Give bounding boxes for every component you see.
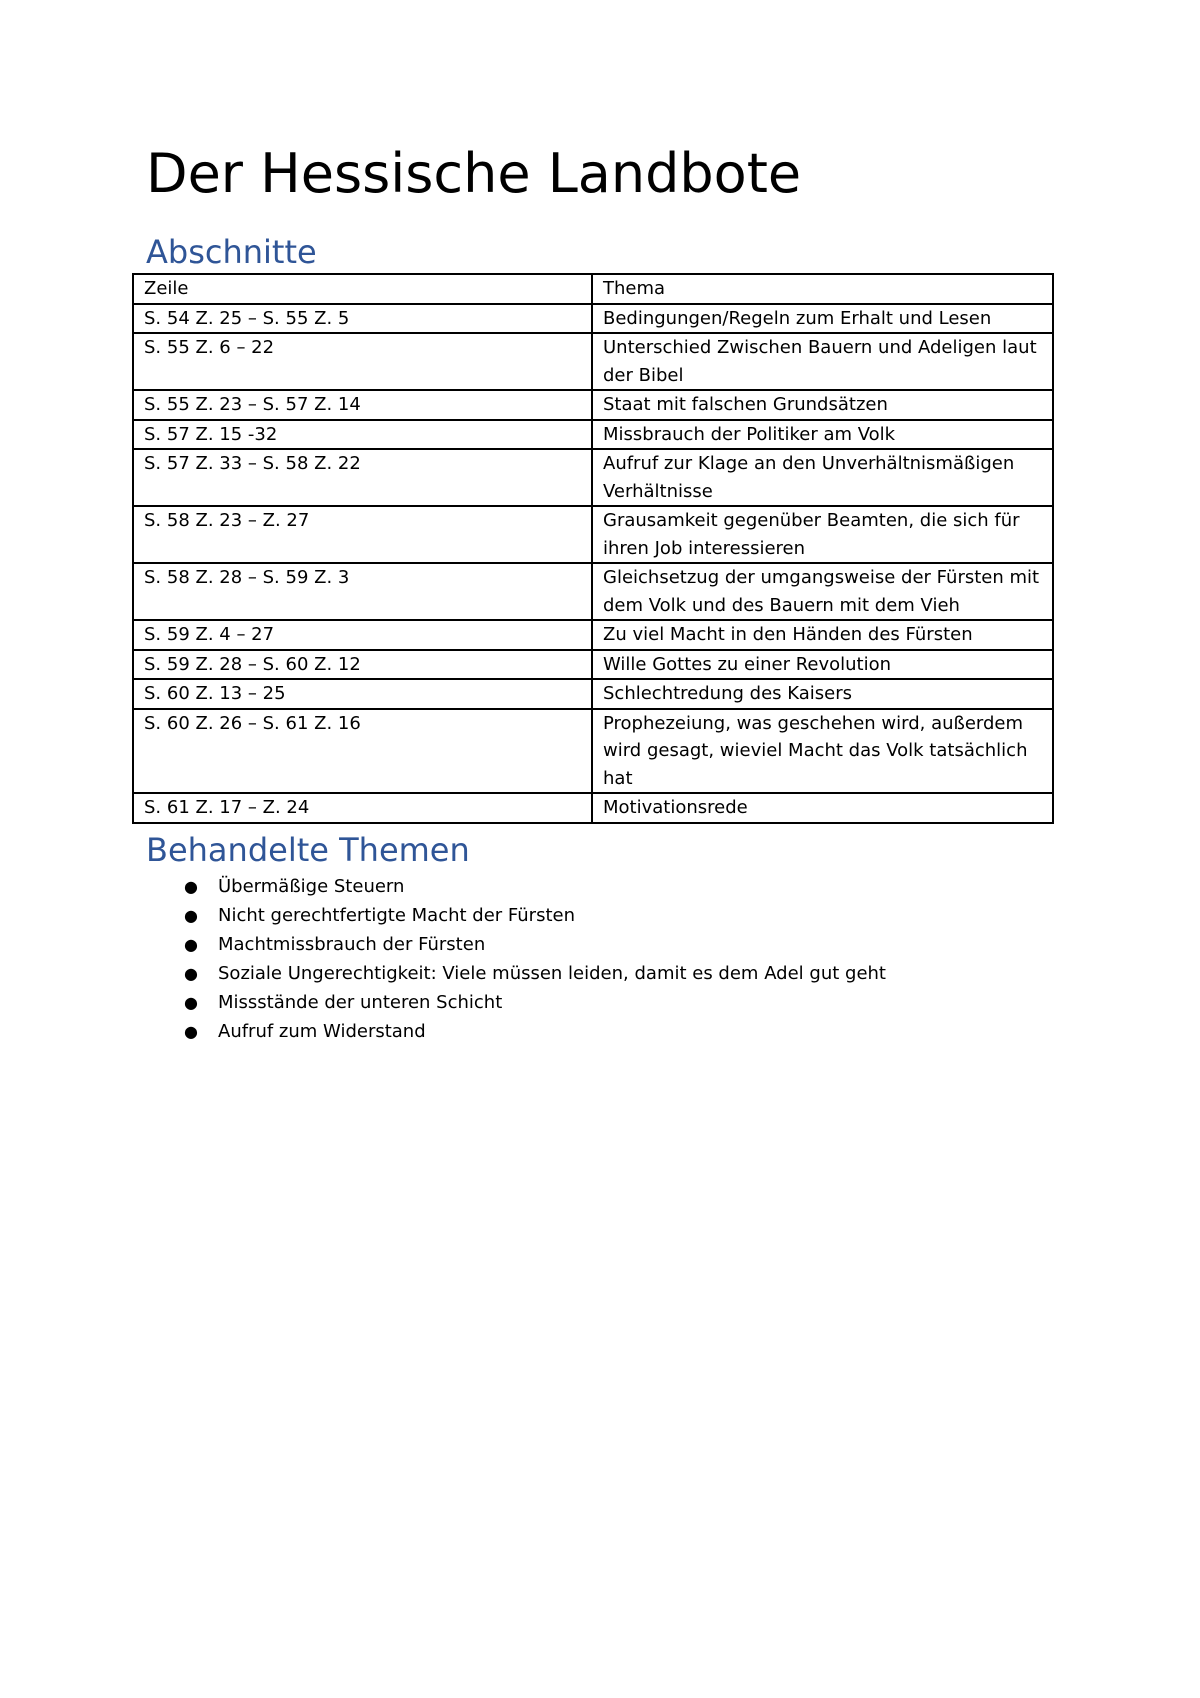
list-item-text: Übermäßige Steuern [218, 876, 405, 897]
list-item [184, 959, 886, 988]
list-item-text: Nicht gerechtfertigte Macht der Fürsten [218, 905, 576, 926]
topic-cell: Prophezeiung, was geschehen wird, außerdem wird gesagt, wieviel Macht das Volk tatsächlich hat [592, 709, 1053, 794]
topic-cell: Bedingungen/Regeln zum Erhalt und Lesen [592, 304, 1053, 334]
list-item-text: Aufruf zum Widerstand [218, 1021, 426, 1042]
list-item-text: Machtmissbrauch der Fürsten [218, 934, 486, 955]
line-reference-cell: S. 57 Z. 15 -32 [133, 420, 592, 450]
sections-heading: Abschnitte [146, 233, 317, 271]
bullet-icon: ● [184, 935, 198, 954]
topic-cell: Missbrauch der Politiker am Volk [592, 420, 1053, 450]
topic-cell: Zu viel Macht in den Händen des Fürsten [592, 620, 1053, 650]
line-reference-cell: S. 60 Z. 13 – 25 [133, 679, 592, 709]
table-row [133, 563, 1053, 620]
table-row [133, 304, 1053, 334]
line-reference-cell: S. 60 Z. 26 – S. 61 Z. 16 [133, 709, 592, 794]
topic-cell: Grausamkeit gegenüber Beamten, die sich für ihren Job interessieren [592, 506, 1053, 563]
table-row [133, 333, 1053, 390]
line-reference-cell: S. 57 Z. 33 – S. 58 Z. 22 [133, 449, 592, 506]
topic-cell: Schlechtredung des Kaisers [592, 679, 1053, 709]
sections-table [132, 273, 1054, 824]
line-reference-cell: S. 54 Z. 25 – S. 55 Z. 5 [133, 304, 592, 334]
list-item [184, 872, 886, 901]
list-item-text: Soziale Ungerechtigkeit: Viele müssen leiden, damit es dem Adel gut geht [218, 963, 886, 984]
table-row [133, 679, 1053, 709]
bullet-icon: ● [184, 906, 198, 925]
line-reference-cell: S. 58 Z. 23 – Z. 27 [133, 506, 592, 563]
line-reference-cell: S. 59 Z. 4 – 27 [133, 620, 592, 650]
topic-cell: Staat mit falschen Grundsätzen [592, 390, 1053, 420]
table-row [133, 506, 1053, 563]
bullet-icon: ● [184, 993, 198, 1012]
line-reference-cell: S. 61 Z. 17 – Z. 24 [133, 793, 592, 823]
line-reference-cell: S. 55 Z. 23 – S. 57 Z. 14 [133, 390, 592, 420]
topic-cell: Unterschied Zwischen Bauern und Adeligen laut der Bibel [592, 333, 1053, 390]
list-item [184, 930, 886, 959]
topic-cell: Aufruf zur Klage an den Unverhältnismäßigen Verhältnisse [592, 449, 1053, 506]
bullet-icon: ● [184, 877, 198, 896]
line-reference-cell: S. 58 Z. 28 – S. 59 Z. 3 [133, 563, 592, 620]
topic-cell: Wille Gottes zu einer Revolution [592, 650, 1053, 680]
table-row [133, 709, 1053, 794]
topic-cell: Motivationsrede [592, 793, 1053, 823]
table-row [133, 650, 1053, 680]
header-cell-thema: Thema [592, 274, 1053, 304]
topic-cell: Gleichsetzug der umgangsweise der Fürsten mit dem Volk und des Bauern mit dem Vieh [592, 563, 1053, 620]
list-item [184, 1017, 886, 1046]
list-item-text: Missstände der unteren Schicht [218, 992, 503, 1013]
table-row [133, 390, 1053, 420]
topics-list [184, 872, 886, 1046]
table-row [133, 420, 1053, 450]
list-item [184, 901, 886, 930]
topics-heading: Behandelte Themen [146, 831, 470, 869]
table-row [133, 449, 1053, 506]
line-reference-cell: S. 55 Z. 6 – 22 [133, 333, 592, 390]
document-title: Der Hessische Landbote [146, 142, 802, 205]
list-item [184, 988, 886, 1017]
header-cell-zeile: Zeile [133, 274, 592, 304]
bullet-icon: ● [184, 1022, 198, 1041]
table-row [133, 620, 1053, 650]
table-row [133, 793, 1053, 823]
bullet-icon: ● [184, 964, 198, 983]
line-reference-cell: S. 59 Z. 28 – S. 60 Z. 12 [133, 650, 592, 680]
table-header-row [133, 274, 1053, 304]
